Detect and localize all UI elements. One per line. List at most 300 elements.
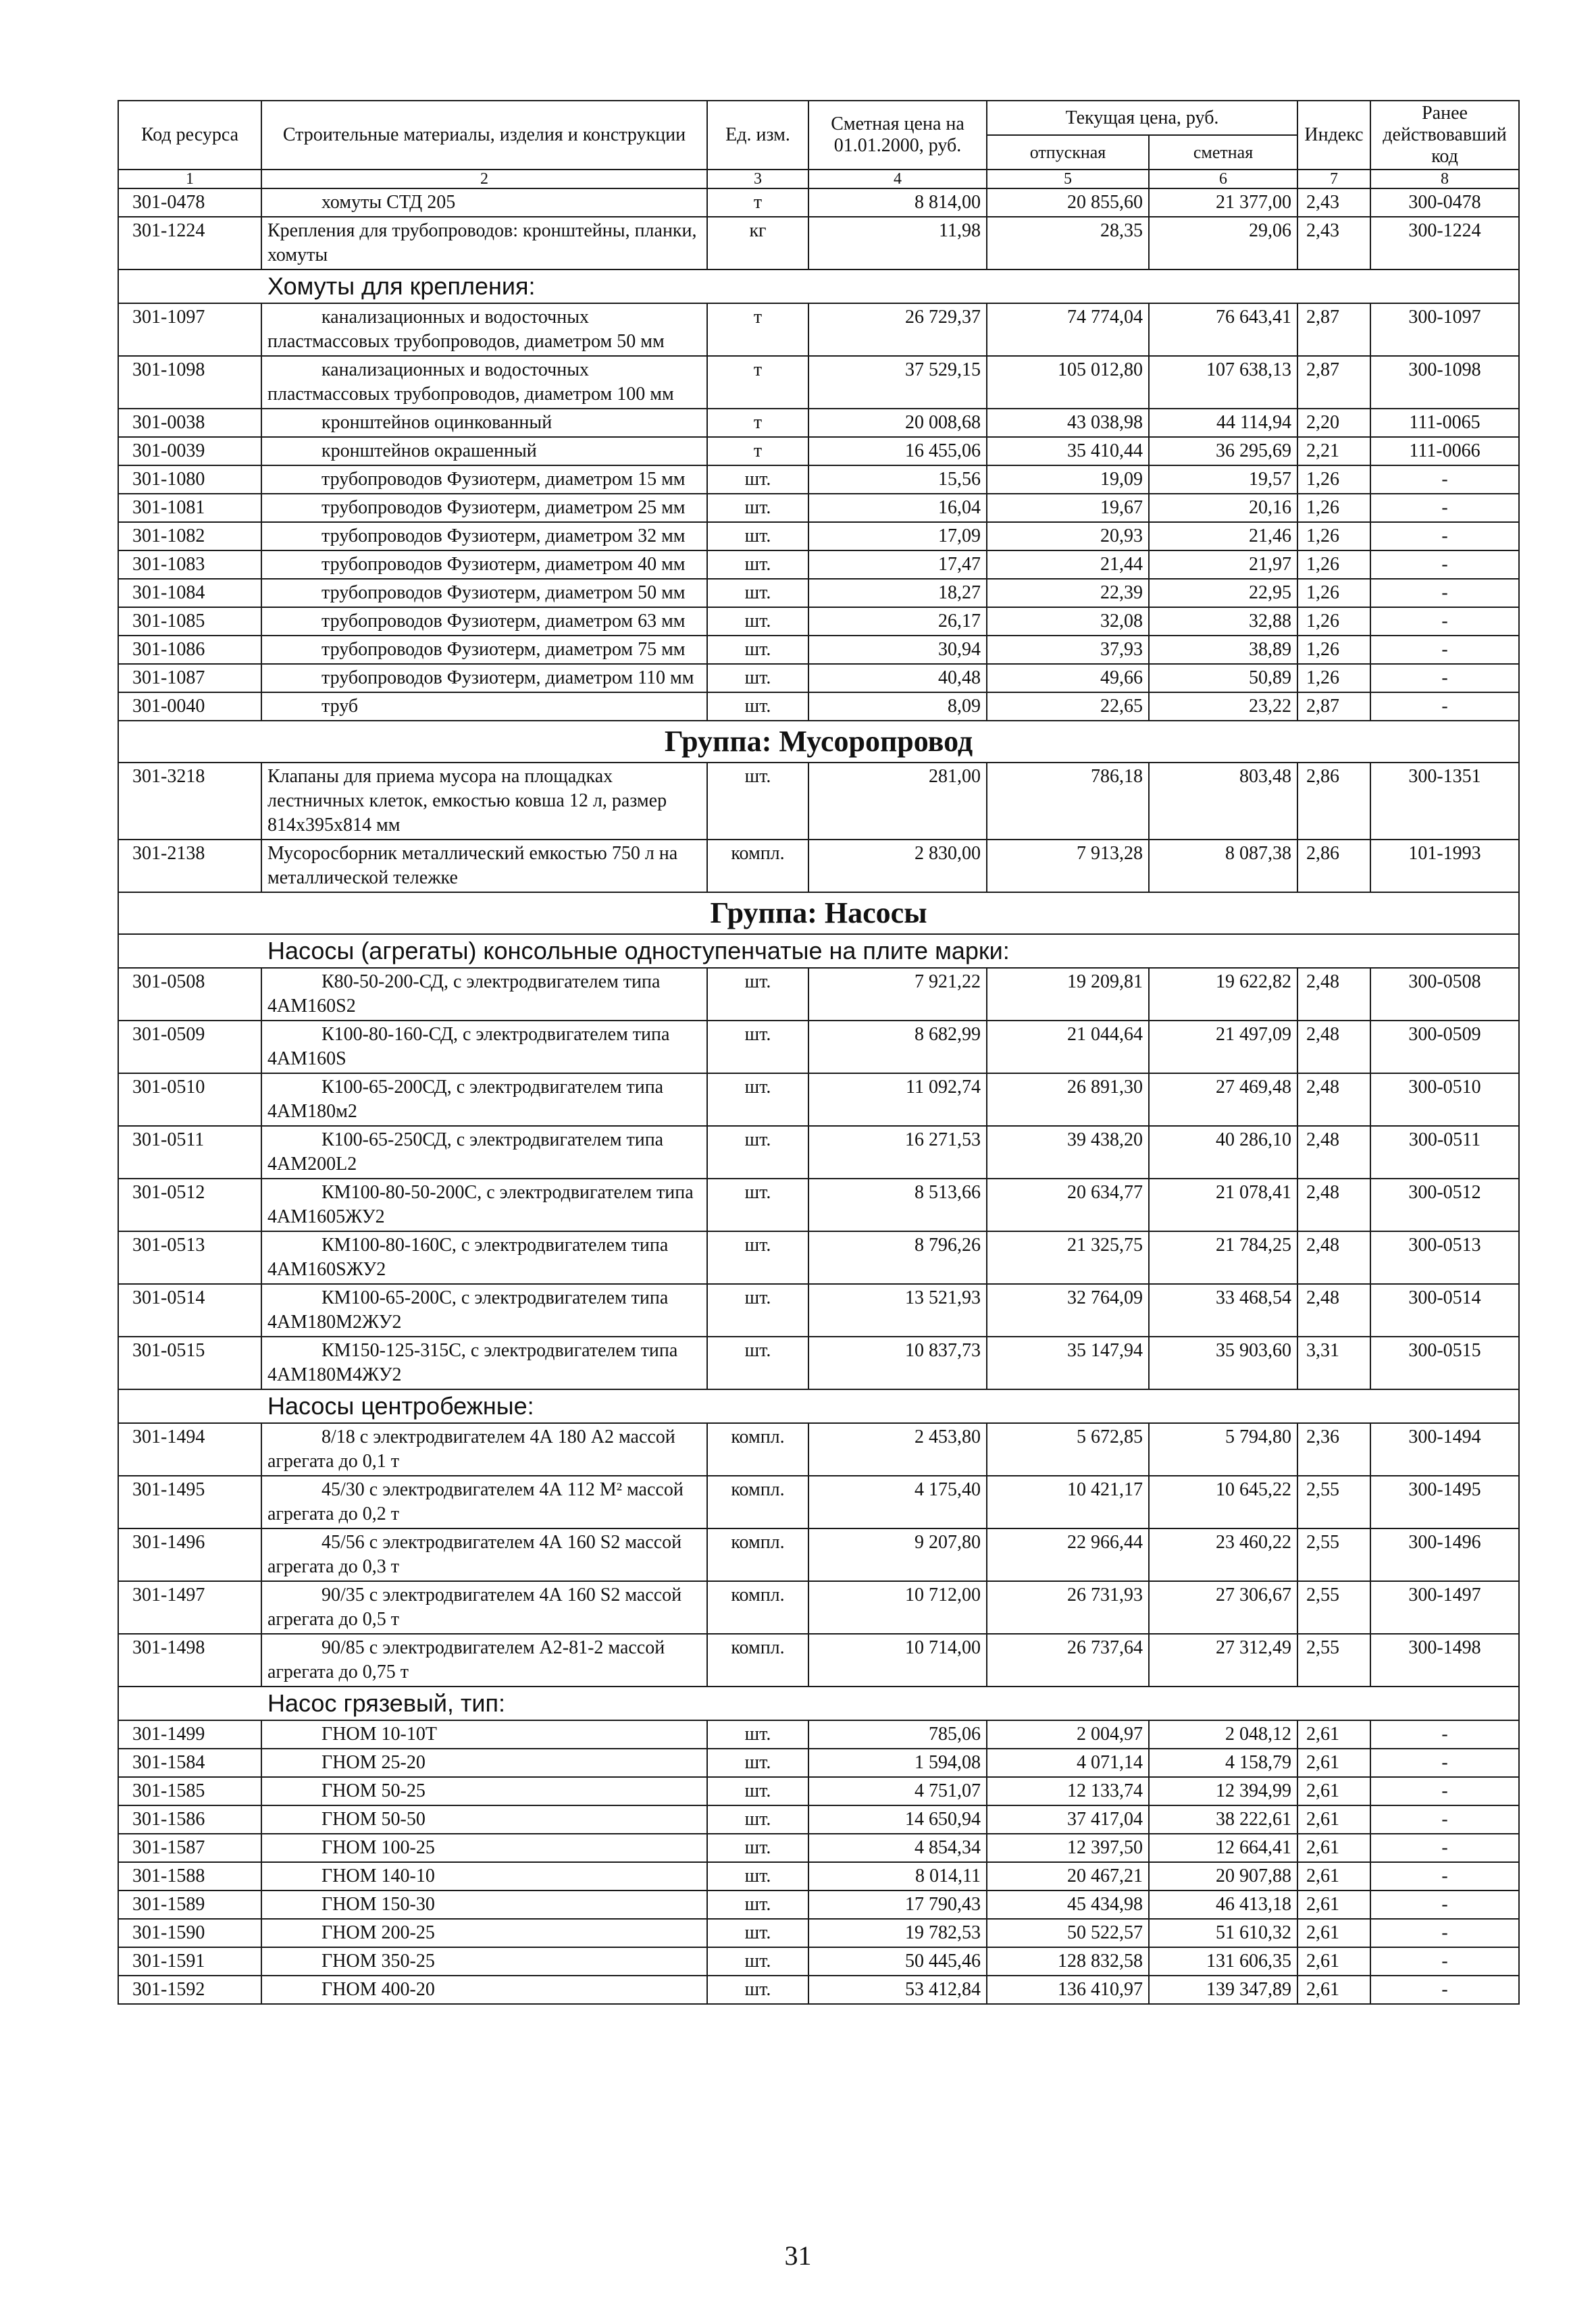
- sale-price-text: 26 731,93: [1067, 1585, 1143, 1605]
- previous-code-text: -: [1441, 1780, 1448, 1801]
- previous-code-cell: [1370, 1947, 1519, 1976]
- unit-cell: [707, 1634, 808, 1687]
- index-cell: [1297, 1805, 1370, 1834]
- estimate-price-text: 131 606,35: [1206, 1951, 1291, 1972]
- unit-text: шт.: [744, 525, 771, 546]
- sale-price-cell: [987, 550, 1149, 579]
- material-name-text: ГНОМ 400-20: [321, 1979, 435, 2000]
- index-cell: [1297, 217, 1370, 269]
- resource-code-text: 301-0511: [132, 1129, 205, 1150]
- resource-code-cell: [118, 1834, 261, 1862]
- material-name-cell: [261, 303, 707, 356]
- estimate-price-text: 21 497,09: [1216, 1024, 1291, 1045]
- previous-code-text: 300-1224: [1408, 220, 1481, 241]
- base-price-text: 785,06: [929, 1724, 981, 1745]
- base-price-text: 16,04: [938, 497, 981, 518]
- unit-text: т: [753, 307, 763, 328]
- estimate-price-cell: [1149, 1947, 1297, 1976]
- previous-code-cell: [1370, 1805, 1519, 1834]
- material-name-text: ГНОМ 200-25: [321, 1922, 435, 1943]
- material-name-text: 90/35 с электродвигателем 4А 160 S2 массой агрегата до 0,5 т: [267, 1585, 682, 1630]
- base-price-cell: [808, 1476, 987, 1528]
- base-price-text: 2 453,80: [915, 1426, 981, 1447]
- subgroup-heading: Насосы (агрегаты) консольные одноступенчатые на плите марки:: [118, 934, 1519, 968]
- sale-price-text: 7 913,28: [1077, 843, 1143, 864]
- estimate-price-cell: [1149, 664, 1297, 692]
- index-text: 2,48: [1306, 1129, 1339, 1150]
- material-name-cell: [261, 1947, 707, 1976]
- index-cell: [1297, 1777, 1370, 1805]
- unit-cell: [707, 494, 808, 522]
- sale-price-cell: [987, 1720, 1149, 1749]
- estimate-price-text: 10 645,22: [1216, 1479, 1291, 1500]
- previous-code-cell: [1370, 522, 1519, 550]
- sale-price-cell: [987, 1073, 1149, 1126]
- unit-cell: [707, 968, 808, 1021]
- resource-code-cell: [118, 494, 261, 522]
- base-price-cell: [808, 968, 987, 1021]
- estimate-price-text: 76 643,41: [1216, 307, 1291, 328]
- unit-cell: [707, 1891, 808, 1919]
- material-name-cell: [261, 437, 707, 465]
- resource-code-text: 301-1592: [132, 1979, 205, 2000]
- base-price-cell: [808, 465, 987, 494]
- previous-code-cell: [1370, 636, 1519, 664]
- header-name: Строительные материалы, изделия и конструкции: [261, 101, 707, 170]
- base-price-cell: [808, 1337, 987, 1389]
- index-text: 2,86: [1306, 766, 1339, 787]
- table-row: [118, 1777, 1519, 1805]
- resource-code-cell: [118, 840, 261, 892]
- unit-text: компл.: [731, 1426, 785, 1447]
- estimate-price-cell: [1149, 1126, 1297, 1179]
- sale-price-text: 26 737,64: [1067, 1637, 1143, 1658]
- index-cell: [1297, 1423, 1370, 1476]
- resource-code-cell: [118, 1073, 261, 1126]
- material-name-text: К100-80-160-СД, с электродвигателем типа 4АМ160S: [267, 1024, 670, 1069]
- table-row: [118, 607, 1519, 636]
- estimate-price-text: 12 664,41: [1216, 1837, 1291, 1858]
- material-name-text: трубопроводов Фузиотерм, диаметром 40 мм: [321, 554, 686, 575]
- estimate-price-cell: [1149, 303, 1297, 356]
- previous-code-cell: [1370, 1423, 1519, 1476]
- table-row: [118, 217, 1519, 269]
- sale-price-cell: [987, 636, 1149, 664]
- index-text: 2,36: [1306, 1426, 1339, 1447]
- subgroup-heading-row: [118, 1389, 1519, 1423]
- index-text: 2,61: [1306, 1866, 1339, 1886]
- sale-price-text: 45 434,98: [1067, 1894, 1143, 1915]
- previous-code-cell: [1370, 1284, 1519, 1337]
- material-name-cell: [261, 522, 707, 550]
- index-cell: [1297, 409, 1370, 437]
- unit-text: шт.: [744, 766, 771, 787]
- base-price-cell: [808, 1581, 987, 1634]
- base-price-cell: [808, 1805, 987, 1834]
- material-name-text: КМ100-80-160С, с электродвигателем типа 4АМ160SЖУ2: [267, 1235, 669, 1280]
- table-row: [118, 1834, 1519, 1862]
- resource-code-cell: [118, 1126, 261, 1179]
- previous-code-text: 300-0512: [1408, 1182, 1481, 1203]
- resource-code-text: 301-0478: [132, 192, 205, 213]
- sale-price-cell: [987, 356, 1149, 409]
- base-price-text: 8 682,99: [915, 1024, 981, 1045]
- resource-code-text: 301-0512: [132, 1182, 205, 1203]
- index-text: 2,87: [1306, 307, 1339, 328]
- previous-code-text: 300-1498: [1408, 1637, 1481, 1658]
- estimate-price-cell: [1149, 1919, 1297, 1947]
- index-text: 2,61: [1306, 1837, 1339, 1858]
- index-text: 2,61: [1306, 1780, 1339, 1801]
- estimate-price-text: 36 295,69: [1216, 440, 1291, 461]
- previous-code-text: 300-1097: [1408, 307, 1481, 328]
- unit-text: шт.: [744, 1182, 771, 1203]
- table-row: [118, 356, 1519, 409]
- estimate-price-cell: [1149, 607, 1297, 636]
- previous-code-text: 300-1351: [1408, 766, 1481, 787]
- sale-price-text: 35 410,44: [1067, 440, 1143, 461]
- estimate-price-cell: [1149, 579, 1297, 607]
- unit-cell: [707, 1777, 808, 1805]
- sale-price-cell: [987, 607, 1149, 636]
- material-name-cell: [261, 494, 707, 522]
- index-text: 2,55: [1306, 1479, 1339, 1500]
- sale-price-text: 22,65: [1100, 696, 1143, 717]
- material-name-text: трубопроводов Фузиотерм, диаметром 75 мм: [321, 639, 686, 660]
- table-row: [118, 303, 1519, 356]
- table-row: [118, 188, 1519, 217]
- unit-text: шт.: [744, 1951, 771, 1972]
- sale-price-cell: [987, 1749, 1149, 1777]
- estimate-price-cell: [1149, 550, 1297, 579]
- sale-price-cell: [987, 1919, 1149, 1947]
- resource-code-cell: [118, 1284, 261, 1337]
- index-text: 1,26: [1306, 469, 1339, 490]
- material-name-text: Мусоросборник металлический емкостью 750 л на металлической тележке: [267, 843, 678, 888]
- column-number: 6: [1149, 170, 1297, 188]
- sale-price-cell: [987, 465, 1149, 494]
- table-row: [118, 763, 1519, 840]
- index-cell: [1297, 1021, 1370, 1073]
- resource-code-cell: [118, 1805, 261, 1834]
- sale-price-cell: [987, 1581, 1149, 1634]
- previous-code-text: -: [1441, 582, 1448, 603]
- unit-cell: [707, 1126, 808, 1179]
- unit-text: т: [753, 412, 763, 433]
- resource-code-text: 301-1590: [132, 1922, 205, 1943]
- sale-price-cell: [987, 437, 1149, 465]
- previous-code-cell: [1370, 217, 1519, 269]
- index-cell: [1297, 1634, 1370, 1687]
- previous-code-cell: [1370, 356, 1519, 409]
- table-row: [118, 1720, 1519, 1749]
- table-row: [118, 692, 1519, 721]
- base-price-cell: [808, 1834, 987, 1862]
- previous-code-text: 300-1496: [1408, 1532, 1481, 1553]
- material-name-cell: [261, 1634, 707, 1687]
- table-row: [118, 1423, 1519, 1476]
- table-row: [118, 1179, 1519, 1231]
- index-cell: [1297, 1749, 1370, 1777]
- subgroup-heading: Хомуты для крепления:: [118, 269, 1519, 303]
- base-price-text: 1 594,08: [915, 1752, 981, 1773]
- estimate-price-cell: [1149, 1284, 1297, 1337]
- unit-text: т: [753, 359, 763, 380]
- material-name-cell: [261, 607, 707, 636]
- estimate-price-text: 5 794,80: [1225, 1426, 1291, 1447]
- price-table: [118, 100, 1520, 2005]
- sale-price-cell: [987, 303, 1149, 356]
- unit-cell: [707, 1179, 808, 1231]
- material-name-cell: [261, 968, 707, 1021]
- estimate-price-cell: [1149, 1862, 1297, 1891]
- sale-price-text: 12 397,50: [1067, 1837, 1143, 1858]
- sale-price-text: 28,35: [1100, 220, 1143, 241]
- estimate-price-text: 27 306,67: [1216, 1585, 1291, 1605]
- unit-text: компл.: [731, 1585, 785, 1605]
- estimate-price-text: 8 087,38: [1225, 843, 1291, 864]
- estimate-price-cell: [1149, 1423, 1297, 1476]
- table-row: [118, 1476, 1519, 1528]
- unit-cell: [707, 217, 808, 269]
- sale-price-text: 21,44: [1100, 554, 1143, 575]
- unit-cell: [707, 1476, 808, 1528]
- index-cell: [1297, 188, 1370, 217]
- resource-code-cell: [118, 217, 261, 269]
- previous-code-text: 300-1497: [1408, 1585, 1481, 1605]
- material-name-text: ГНОМ 25-20: [321, 1752, 426, 1773]
- resource-code-text: 301-1084: [132, 582, 205, 603]
- unit-text: шт.: [744, 1287, 771, 1308]
- sale-price-text: 21 325,75: [1067, 1235, 1143, 1256]
- index-text: 2,43: [1306, 192, 1339, 213]
- material-name-cell: [261, 579, 707, 607]
- resource-code-text: 301-1080: [132, 469, 205, 490]
- index-cell: [1297, 437, 1370, 465]
- resource-code-text: 301-1497: [132, 1585, 205, 1605]
- material-name-text: ГНОМ 100-25: [321, 1837, 435, 1858]
- resource-code-text: 301-1097: [132, 307, 205, 328]
- unit-cell: [707, 1073, 808, 1126]
- index-text: 1,26: [1306, 554, 1339, 575]
- table-body: [118, 188, 1519, 2004]
- base-price-cell: [808, 1947, 987, 1976]
- previous-code-cell: [1370, 1749, 1519, 1777]
- resource-code-text: 301-1098: [132, 359, 205, 380]
- unit-cell: [707, 188, 808, 217]
- table-row: [118, 437, 1519, 465]
- base-price-cell: [808, 1749, 987, 1777]
- previous-code-text: -: [1441, 469, 1448, 490]
- sale-price-text: 39 438,20: [1067, 1129, 1143, 1150]
- estimate-price-text: 29,06: [1249, 220, 1291, 241]
- material-name-cell: [261, 692, 707, 721]
- estimate-price-text: 21 078,41: [1216, 1182, 1291, 1203]
- table-row: [118, 664, 1519, 692]
- unit-text: компл.: [731, 1532, 785, 1553]
- index-cell: [1297, 1476, 1370, 1528]
- base-price-cell: [808, 1634, 987, 1687]
- material-name-cell: [261, 1126, 707, 1179]
- previous-code-text: 300-1494: [1408, 1426, 1481, 1447]
- previous-code-cell: [1370, 1976, 1519, 2004]
- index-text: 2,61: [1306, 1951, 1339, 1972]
- estimate-price-text: 27 312,49: [1216, 1637, 1291, 1658]
- unit-text: шт.: [744, 1837, 771, 1858]
- unit-text: компл.: [731, 843, 785, 864]
- sale-price-cell: [987, 1891, 1149, 1919]
- previous-code-text: 300-0514: [1408, 1287, 1481, 1308]
- base-price-text: 19 782,53: [905, 1922, 981, 1943]
- estimate-price-text: 35 903,60: [1216, 1340, 1291, 1361]
- material-name-cell: [261, 188, 707, 217]
- resource-code-text: 301-1086: [132, 639, 205, 660]
- resource-code-cell: [118, 692, 261, 721]
- table-row: [118, 1805, 1519, 1834]
- previous-code-cell: [1370, 437, 1519, 465]
- base-price-cell: [808, 1073, 987, 1126]
- unit-text: шт.: [744, 971, 771, 992]
- material-name-text: канализационных и водосточных пластмассовых трубопроводов, диаметром 50 мм: [267, 307, 665, 352]
- base-price-text: 4 751,07: [915, 1780, 981, 1801]
- material-name-cell: [261, 636, 707, 664]
- material-name-text: ГНОМ 150-30: [321, 1894, 435, 1915]
- group-heading: Группа: Мусоропровод: [118, 721, 1519, 763]
- table-row: [118, 494, 1519, 522]
- estimate-price-text: 19 622,82: [1216, 971, 1291, 992]
- base-price-text: 26 729,37: [905, 307, 981, 328]
- base-price-text: 26,17: [938, 611, 981, 632]
- previous-code-text: -: [1441, 1922, 1448, 1943]
- base-price-text: 8,09: [948, 696, 981, 717]
- sale-price-cell: [987, 1805, 1149, 1834]
- base-price-text: 13 521,93: [905, 1287, 981, 1308]
- resource-code-text: 301-1083: [132, 554, 205, 575]
- index-text: 2,43: [1306, 220, 1339, 241]
- material-name-cell: [261, 1749, 707, 1777]
- unit-text: шт.: [744, 1979, 771, 2000]
- resource-code-text: 301-1087: [132, 667, 205, 688]
- table-row: [118, 1021, 1519, 1073]
- material-name-text: КМ100-65-200С, с электродвигателем типа 4АМ180М2ЖУ2: [267, 1287, 669, 1333]
- base-price-cell: [808, 1179, 987, 1231]
- table-row: [118, 1337, 1519, 1389]
- base-price-text: 11 092,74: [906, 1077, 981, 1098]
- estimate-price-text: 50,89: [1249, 667, 1291, 688]
- index-text: 2,61: [1306, 1724, 1339, 1745]
- estimate-price-cell: [1149, 840, 1297, 892]
- sale-price-cell: [987, 840, 1149, 892]
- base-price-text: 281,00: [929, 766, 981, 787]
- previous-code-text: 300-0508: [1408, 971, 1481, 992]
- material-name-cell: [261, 664, 707, 692]
- base-price-text: 17 790,43: [905, 1894, 981, 1915]
- sale-price-text: 20 634,77: [1067, 1182, 1143, 1203]
- previous-code-cell: [1370, 840, 1519, 892]
- table-row: [118, 1976, 1519, 2004]
- unit-text: компл.: [731, 1637, 785, 1658]
- index-text: 2,86: [1306, 843, 1339, 864]
- index-cell: [1297, 1891, 1370, 1919]
- subgroup-heading-row: [118, 1687, 1519, 1720]
- estimate-price-text: 22,95: [1249, 582, 1291, 603]
- index-text: 2,48: [1306, 1182, 1339, 1203]
- previous-code-cell: [1370, 968, 1519, 1021]
- resource-code-text: 301-1082: [132, 525, 205, 546]
- table-row: [118, 1073, 1519, 1126]
- previous-code-text: -: [1441, 1894, 1448, 1915]
- estimate-price-cell: [1149, 437, 1297, 465]
- estimate-price-text: 21 784,25: [1216, 1235, 1291, 1256]
- sale-price-cell: [987, 1423, 1149, 1476]
- unit-text: кг: [749, 220, 767, 241]
- estimate-price-cell: [1149, 968, 1297, 1021]
- estimate-price-cell: [1149, 522, 1297, 550]
- base-price-text: 2 830,00: [915, 843, 981, 864]
- material-name-text: 45/30 с электродвигателем 4А 112 М² массой агрегата до 0,2 т: [267, 1479, 684, 1524]
- sale-price-cell: [987, 1976, 1149, 2004]
- material-name-text: кронштейнов оцинкованный: [321, 412, 552, 433]
- material-name-cell: [261, 1231, 707, 1284]
- resource-code-cell: [118, 1581, 261, 1634]
- unit-text: шт.: [744, 1235, 771, 1256]
- material-name-text: 90/85 с электродвигателем А2-81-2 массой агрегата до 0,75 т: [267, 1637, 665, 1682]
- base-price-text: 4 854,34: [915, 1837, 981, 1858]
- unit-cell: [707, 1581, 808, 1634]
- sale-price-text: 105 012,80: [1058, 359, 1143, 380]
- estimate-price-text: 20 907,88: [1216, 1866, 1291, 1886]
- material-name-cell: [261, 1337, 707, 1389]
- resource-code-cell: [118, 550, 261, 579]
- unit-cell: [707, 1337, 808, 1389]
- previous-code-text: 300-0511: [1408, 1129, 1481, 1150]
- resource-code-cell: [118, 1337, 261, 1389]
- subgroup-heading: Насос грязевый, тип:: [118, 1687, 1519, 1720]
- sale-price-text: 50 522,57: [1067, 1922, 1143, 1943]
- base-price-text: 30,94: [938, 639, 981, 660]
- estimate-price-cell: [1149, 1777, 1297, 1805]
- resource-code-cell: [118, 437, 261, 465]
- previous-code-text: 300-1495: [1408, 1479, 1481, 1500]
- material-name-text: ГНОМ 140-10: [321, 1866, 435, 1886]
- unit-cell: [707, 1749, 808, 1777]
- sale-price-cell: [987, 692, 1149, 721]
- material-name-text: трубопроводов Фузиотерм, диаметром 110 мм: [321, 667, 694, 688]
- unit-text: шт.: [744, 582, 771, 603]
- material-name-cell: [261, 1476, 707, 1528]
- sale-price-cell: [987, 409, 1149, 437]
- sale-price-text: 20 855,60: [1067, 192, 1143, 213]
- estimate-price-text: 33 468,54: [1216, 1287, 1291, 1308]
- previous-code-cell: [1370, 494, 1519, 522]
- previous-code-text: -: [1441, 1951, 1448, 1972]
- estimate-price-text: 107 638,13: [1206, 359, 1291, 380]
- unit-text: компл.: [731, 1479, 785, 1500]
- base-price-cell: [808, 188, 987, 217]
- unit-cell: [707, 1947, 808, 1976]
- sale-price-cell: [987, 968, 1149, 1021]
- sale-price-text: 4 071,14: [1077, 1752, 1143, 1773]
- base-price-cell: [808, 1231, 987, 1284]
- resource-code-cell: [118, 409, 261, 437]
- previous-code-cell: [1370, 579, 1519, 607]
- unit-cell: [707, 1021, 808, 1073]
- base-price-text: 16 455,06: [905, 440, 981, 461]
- previous-code-text: 101-1993: [1408, 843, 1481, 864]
- sale-price-cell: [987, 494, 1149, 522]
- unit-text: шт.: [744, 1894, 771, 1915]
- estimate-price-cell: [1149, 1749, 1297, 1777]
